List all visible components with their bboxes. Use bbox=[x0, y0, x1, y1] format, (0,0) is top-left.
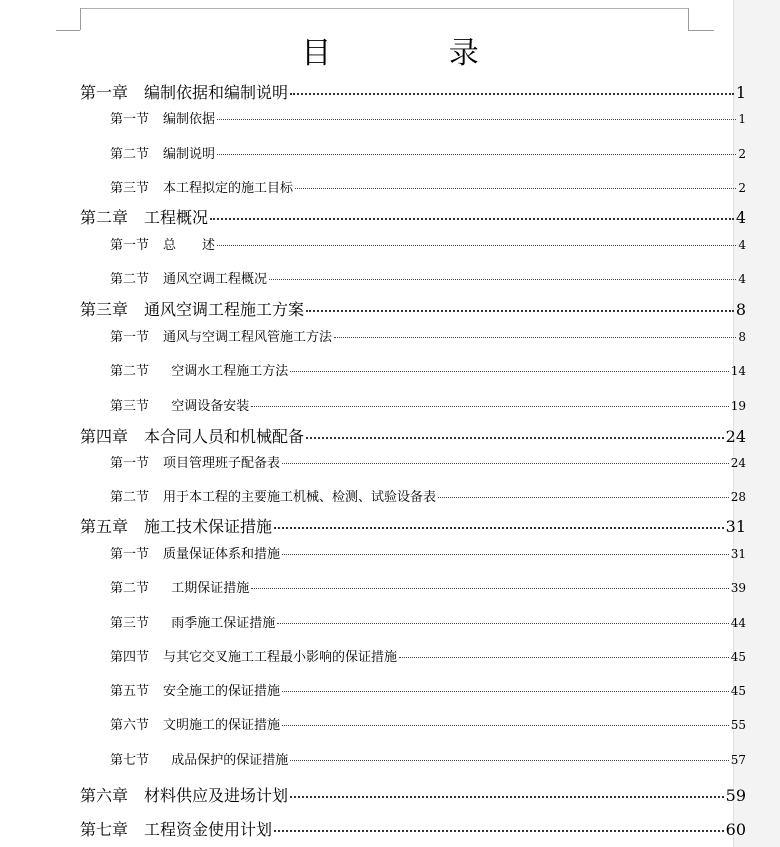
toc-entry-label: 工期保证措施 bbox=[163, 581, 250, 596]
toc-leader-dots bbox=[282, 690, 729, 692]
toc-leader-dots bbox=[282, 553, 729, 555]
toc-entry-number: 第三节 bbox=[110, 181, 150, 196]
toc-entry-number: 第三节 bbox=[110, 399, 150, 414]
toc-entry-number: 第一节 bbox=[110, 456, 150, 471]
toc-entry-label: 成品保护的保证措施 bbox=[163, 753, 289, 768]
toc-entry-label: 施工技术保证措施 bbox=[144, 517, 273, 536]
toc-page-number: 14 bbox=[730, 364, 746, 378]
crop-mark-top-right bbox=[688, 8, 689, 30]
toc-entry-label: 通风空调工程施工方案 bbox=[144, 300, 305, 319]
toc-leader-dots bbox=[217, 153, 736, 155]
toc-chapter-entry[interactable] bbox=[80, 297, 746, 320]
toc-section-entry[interactable] bbox=[110, 577, 746, 596]
toc-leader-dots bbox=[274, 829, 724, 832]
toc-page-number: 1 bbox=[738, 112, 746, 126]
toc-section-entry[interactable] bbox=[110, 543, 746, 562]
toc-leader-dots bbox=[334, 336, 736, 338]
toc-entry-label: 通风空调工程概况 bbox=[163, 272, 268, 287]
header-line bbox=[80, 8, 688, 9]
toc-leader-dots bbox=[251, 405, 728, 407]
crop-mark-top-left bbox=[56, 30, 80, 31]
toc-leader-dots bbox=[438, 496, 729, 498]
toc-section-entry[interactable] bbox=[110, 680, 746, 699]
toc-leader-dots bbox=[274, 526, 724, 529]
toc-entry-label: 雨季施工保证措施 bbox=[163, 616, 276, 631]
toc-leader-dots bbox=[306, 436, 724, 439]
toc-entry-number: 第三节 bbox=[110, 616, 150, 631]
toc-entry-number: 第五节 bbox=[110, 684, 150, 699]
toc-entry-number: 第一节 bbox=[110, 112, 150, 127]
toc-entry-number: 第二节 bbox=[110, 272, 150, 287]
toc-leader-dots bbox=[290, 759, 728, 761]
toc-page-number: 59 bbox=[725, 786, 746, 805]
toc-section-entry[interactable] bbox=[110, 143, 746, 162]
toc-entry-number: 第四章 bbox=[80, 427, 129, 446]
toc-entry-label: 本合同人员和机械配备 bbox=[144, 427, 305, 446]
toc-leader-dots bbox=[290, 370, 728, 372]
toc-page-number: 60 bbox=[725, 820, 746, 839]
toc-entry-number: 第六章 bbox=[80, 786, 129, 805]
toc-entry-label: 工程概况 bbox=[144, 208, 209, 227]
toc-chapter-entry[interactable] bbox=[80, 783, 746, 806]
toc-page-number: 55 bbox=[730, 718, 746, 732]
toc-section-entry[interactable] bbox=[110, 714, 746, 733]
toc-chapter-entry[interactable] bbox=[80, 514, 746, 537]
toc-page-number: 28 bbox=[730, 490, 746, 504]
toc-page-number: 45 bbox=[730, 650, 746, 664]
toc-page-number: 2 bbox=[738, 181, 746, 195]
toc-page-number: 4 bbox=[738, 272, 746, 286]
toc-page-number: 24 bbox=[730, 456, 746, 470]
toc-entry-label: 安全施工的保证措施 bbox=[163, 684, 281, 699]
toc-entry-number: 第五章 bbox=[80, 517, 129, 536]
toc-section-entry[interactable] bbox=[110, 108, 746, 127]
toc-section-entry[interactable] bbox=[110, 326, 746, 345]
toc-entry-number: 第七节 bbox=[110, 753, 150, 768]
toc-section-entry[interactable] bbox=[110, 612, 746, 631]
crop-mark-top-right bbox=[688, 30, 714, 31]
toc-entry-number: 第二节 bbox=[110, 490, 150, 505]
toc-page-number: 8 bbox=[735, 300, 746, 319]
toc-entry-number: 第一节 bbox=[110, 547, 150, 562]
toc-page-number: 4 bbox=[735, 208, 746, 227]
toc-entry-number: 第七章 bbox=[80, 820, 129, 839]
toc-page-number: 44 bbox=[730, 616, 746, 630]
toc-leader-dots bbox=[282, 724, 729, 726]
toc-section-entry[interactable] bbox=[110, 646, 746, 665]
toc-section-entry[interactable] bbox=[110, 268, 746, 287]
crop-mark-top-left bbox=[80, 8, 81, 30]
toc-entry-label: 通风与空调工程风管施工方法 bbox=[163, 330, 333, 345]
toc-entry-number: 第二章 bbox=[80, 208, 129, 227]
toc-page-number: 19 bbox=[730, 399, 746, 413]
toc-leader-dots bbox=[290, 795, 724, 798]
toc-entry-label: 编制依据和编制说明 bbox=[144, 83, 289, 102]
toc-entry-label: 编制依据 bbox=[163, 112, 216, 127]
toc-entry-number: 第二节 bbox=[110, 581, 150, 596]
toc-page-number: 31 bbox=[725, 517, 746, 536]
toc-leader-dots bbox=[217, 244, 736, 246]
toc-entry-label: 文明施工的保证措施 bbox=[163, 718, 281, 733]
toc-entry-label: 编制说明 bbox=[163, 147, 216, 162]
toc-entry-number: 第一章 bbox=[80, 83, 129, 102]
toc-chapter-entry[interactable] bbox=[80, 817, 746, 840]
toc-entry-label: 本工程拟定的施工目标 bbox=[163, 181, 294, 196]
toc-leader-dots bbox=[217, 118, 736, 120]
toc-leader-dots bbox=[306, 309, 734, 312]
toc-page-number: 39 bbox=[730, 581, 746, 595]
toc-chapter-entry[interactable] bbox=[80, 424, 746, 447]
toc-entry-number: 第一节 bbox=[110, 330, 150, 345]
toc-section-entry[interactable] bbox=[110, 177, 746, 196]
toc-entry-number: 第二节 bbox=[110, 364, 150, 379]
toc-chapter-entry[interactable] bbox=[80, 205, 746, 228]
toc-leader-dots bbox=[277, 622, 728, 624]
toc-page-number: 57 bbox=[730, 753, 746, 767]
toc-chapter-entry[interactable] bbox=[80, 80, 746, 103]
toc-page-number: 8 bbox=[738, 330, 746, 344]
toc-section-entry[interactable] bbox=[110, 360, 746, 379]
toc-entry-label: 工程资金使用计划 bbox=[144, 820, 273, 839]
toc-section-entry[interactable] bbox=[110, 749, 746, 768]
toc-section-entry[interactable] bbox=[110, 234, 746, 253]
toc-leader-dots bbox=[269, 278, 736, 280]
toc-title: 目 录 bbox=[301, 36, 533, 71]
toc-section-entry[interactable] bbox=[110, 395, 746, 414]
toc-entry-label: 空调设备安装 bbox=[163, 399, 250, 414]
toc-page-number: 45 bbox=[730, 684, 746, 698]
toc-page-number: 24 bbox=[725, 427, 746, 446]
toc-entry-number: 第二节 bbox=[110, 147, 150, 162]
toc-section-entry[interactable] bbox=[110, 486, 746, 505]
toc-leader-dots bbox=[210, 217, 734, 220]
toc-page-number: 1 bbox=[735, 83, 746, 102]
toc-entry-label: 质量保证体系和措施 bbox=[163, 547, 281, 562]
toc-leader-dots bbox=[295, 187, 736, 189]
toc-entry-label: 用于本工程的主要施工机械、检测、试验设备表 bbox=[163, 490, 437, 505]
toc-entry-number: 第三章 bbox=[80, 300, 129, 319]
toc-page-number: 2 bbox=[738, 147, 746, 161]
toc-entry-number: 第六节 bbox=[110, 718, 150, 733]
toc-entry-number: 第一节 bbox=[110, 238, 150, 253]
toc-entry-label: 材料供应及进场计划 bbox=[144, 786, 289, 805]
toc-entry-label: 空调水工程施工方法 bbox=[163, 364, 289, 379]
toc-entry-label: 与其它交叉施工工程最小影响的保证措施 bbox=[163, 650, 398, 665]
toc-entry-number: 第四节 bbox=[110, 650, 150, 665]
toc-page-number: 31 bbox=[730, 547, 746, 561]
toc-leader-dots bbox=[290, 92, 734, 95]
toc-leader-dots bbox=[282, 462, 729, 464]
toc-leader-dots bbox=[399, 656, 729, 658]
toc-section-entry[interactable] bbox=[110, 452, 746, 471]
toc-entry-label: 总 述 bbox=[163, 238, 216, 253]
toc-page-number: 4 bbox=[738, 238, 746, 252]
toc-leader-dots bbox=[251, 587, 728, 589]
toc-entry-label: 项目管理班子配备表 bbox=[163, 456, 281, 471]
